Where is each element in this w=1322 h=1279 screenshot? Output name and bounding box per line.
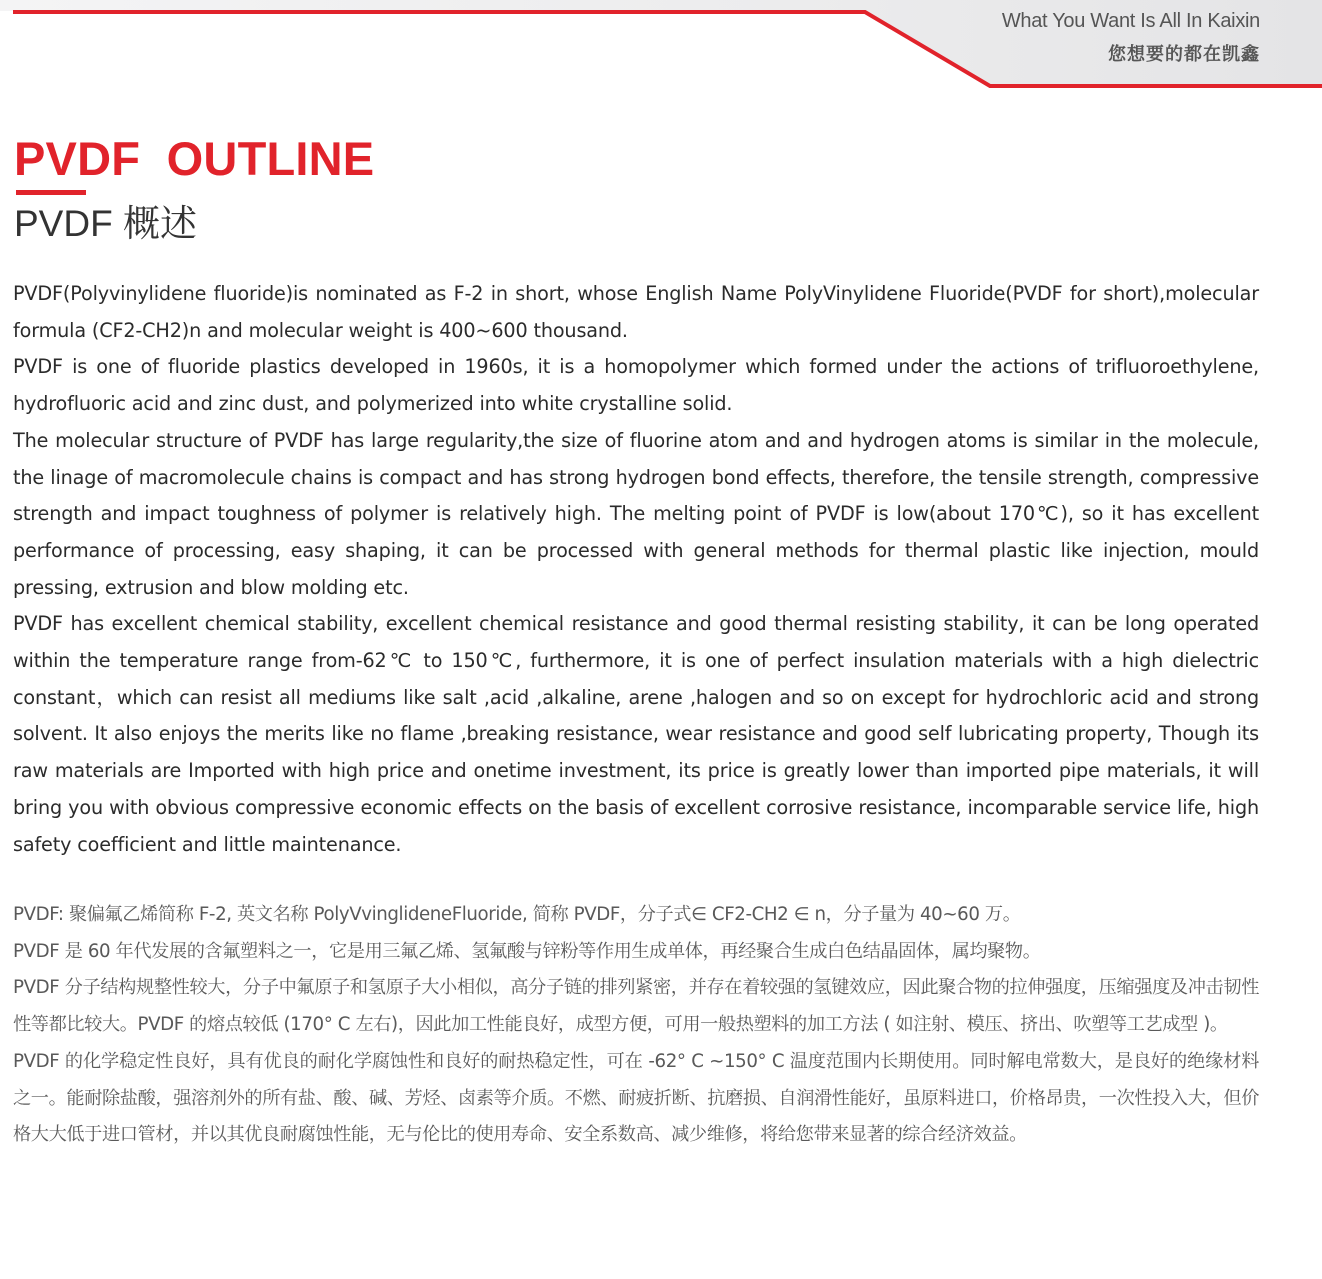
slogan-english: What You Want Is All In Kaixin (1001, 10, 1260, 32)
page-subtitle-chinese: PVDF 概述 (14, 203, 197, 244)
title-underline-divider (16, 190, 86, 195)
chinese-description (13, 897, 1259, 1154)
paragraph-en-history: PVDF is one of fluoride plastics developed in 1960s, it is a homopolymer which formed under the actions of trifluoroethylene, hydrofluoric acid and zinc dust, and polymerized into white crystalline solid. (13, 355, 1259, 416)
title-block (14, 130, 374, 249)
paragraph-cn-intro: PVDF: 聚偏氟乙烯简称 F-2, 英文名称 PolyVvinglideneFluoride, 简称 PVDF，分子式∈ CF2-CH2 ∈ n，分子量为 40~60 万。 (13, 904, 1021, 925)
slogan-chinese: 您想要的都在凯鑫 (1108, 44, 1260, 64)
paragraph-en-properties: PVDF has excellent chemical stability, excellent chemical resistance and good thermal resisting stability, it can be long operated within the temperature range from-62℃ to 150℃, furthermore, it is one of perfect insulation materials with a high dielectric constant，which can resist all mediums like salt ,acid ,alkaline, arene ,halogen and so on except for hydrochloric acid and strong solvent. It also enjoys the merits like no flame ,breaking resistance, wear resistance and good self lubricating property, Though its raw materials are Imported with high price and onetime investment, its price is greatly lower than imported pipe materials, it will bring you with obvious compressive economic effects on the basis of excellent corrosive resistance, incomparable service life, high safety coefficient and little maintenance. (13, 612, 1259, 856)
paragraph-en-intro: PVDF(Polyvinylidene fluoride)is nominated as F-2 in short, whose English Name PolyVinylidene Fluoride(PVDF for short),molecular formula (CF2-CH2)n and molecular weight is 400~600 thousand. (13, 282, 1259, 342)
paragraph-cn-properties: PVDF 的化学稳定性良好，具有优良的耐化学腐蚀性和良好的耐热稳定性，可在 -62° C ~150° C 温度范围内长期使用。同时解电常数大，是良好的绝缘材料之一。能耐除盐酸，强溶剂外的所有盐、酸、碱、芳烃、卤素等介质。不燃、耐疲折断、抗磨损、自润滑性能好，虽原料进口，价格昂贵，一次性投入大，但价格大大低于进口管材，并以其优良耐腐蚀性能，无与伦比的使用寿命、安全系数高、减少维修，将给您带来显著的综合经济效益。 (13, 1050, 1259, 1146)
paragraph-cn-history: PVDF 是 60 年代发展的含氟塑料之一，它是用三氟乙烯、氢氟酸与锌粉等作用生成单体，再经聚合生成白色结晶固体，属均聚物。 (13, 940, 1041, 962)
english-description (13, 276, 1259, 863)
paragraph-en-structure: The molecular structure of PVDF has large regularity,the size of fluorine atom and and hydrogen atoms is similar in the molecule, the linage of macromolecule chains is compact and has strong hydrogen bond effects, therefore, the tensile strength, compressive strength and impact toughness of polymer is relatively high. The melting point of PVDF is low(about 170℃), so it has excellent performance of processing, easy shaping, it can be processed with general methods for thermal plastic like injection, mould pressing, extrusion and blow molding etc. (13, 428, 1259, 599)
page-title: PVDF OUTLINE (14, 132, 375, 185)
header-banner (0, 0, 1322, 100)
paragraph-cn-structure: PVDF 分子结构规整性较大，分子中氟原子和氢原子大小相似，高分子链的排列紧密，并存在着较强的氢键效应，因此聚合物的拉伸强度，压缩强度及冲击韧性性等都比较大。PVDF 的熔点较低 (170° C 左右)，因此加工性能良好，成型方便，可用一般热塑料的加工方法 ( 如注射、模压、挤出、吹塑等工艺成型 )。 (13, 977, 1259, 1036)
